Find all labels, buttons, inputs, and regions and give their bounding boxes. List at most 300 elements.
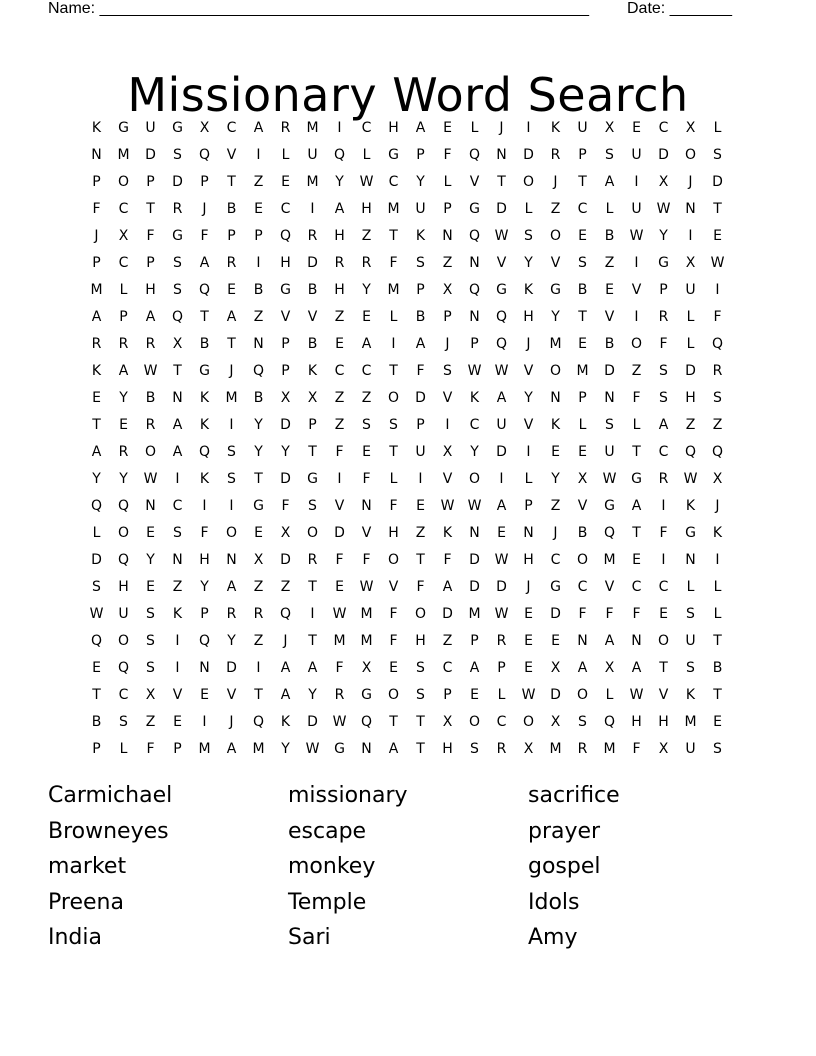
grid-letter: W xyxy=(359,173,374,190)
grid-letter: A xyxy=(199,254,210,271)
grid-letter: O xyxy=(387,389,400,406)
grid-letter: L xyxy=(119,740,128,757)
grid-letter: E xyxy=(578,335,587,352)
grid-letter: I xyxy=(229,497,234,514)
grid-letter: J xyxy=(445,335,450,352)
grid-letter: T xyxy=(308,578,317,595)
grid-letter: D xyxy=(145,146,156,163)
grid-letter: G xyxy=(199,362,210,379)
grid-letter: P xyxy=(659,281,668,298)
grid-letter: M xyxy=(387,200,400,217)
word-list-item: Amy xyxy=(528,925,578,951)
grid-letter: X xyxy=(442,443,453,460)
grid-letter: K xyxy=(550,416,561,433)
grid-letter: M xyxy=(576,362,589,379)
grid-letter: E xyxy=(470,686,479,703)
grid-letter: F xyxy=(632,740,641,757)
grid-letter: E xyxy=(92,659,101,676)
grid-letter: B xyxy=(199,335,210,352)
word-list-item: Browneyes xyxy=(48,818,169,844)
grid-letter: F xyxy=(389,605,398,622)
grid-letter: R xyxy=(496,740,507,757)
grid-letter: I xyxy=(634,308,639,325)
grid-letter: F xyxy=(416,362,425,379)
grid-letter: G xyxy=(604,497,615,514)
grid-letter: E xyxy=(632,551,641,568)
grid-letter: Q xyxy=(171,308,184,325)
grid-letter: C xyxy=(658,578,669,595)
grid-letter: Y xyxy=(200,578,209,595)
grid-letter: M xyxy=(549,740,562,757)
grid-letter: A xyxy=(226,740,237,757)
grid-letter: Y xyxy=(551,308,560,325)
grid-letter: P xyxy=(146,173,155,190)
grid-letter: A xyxy=(172,416,183,433)
grid-letter: C xyxy=(496,713,507,730)
grid-letter: D xyxy=(91,551,102,568)
grid-letter: C xyxy=(280,200,291,217)
grid-letter: X xyxy=(550,659,561,676)
grid-letter: H xyxy=(118,578,129,595)
grid-letter: D xyxy=(172,173,183,190)
grid-letter: Y xyxy=(227,632,236,649)
grid-letter: K xyxy=(523,281,534,298)
grid-letter: O xyxy=(549,227,562,244)
word-list-item: Carmichael xyxy=(48,783,173,808)
grid-letter: E xyxy=(524,605,533,622)
name-date-header xyxy=(48,0,748,20)
grid-letter: E xyxy=(200,686,209,703)
grid-letter: X xyxy=(253,551,264,568)
grid-letter: E xyxy=(281,173,290,190)
grid-letter: E xyxy=(659,605,668,622)
grid-letter: Y xyxy=(119,470,128,487)
grid-letter: E xyxy=(578,443,587,460)
grid-letter: O xyxy=(117,173,130,190)
grid-letter: N xyxy=(172,551,183,568)
grid-letter: J xyxy=(526,335,531,352)
grid-letter: P xyxy=(173,740,182,757)
grid-letter: V xyxy=(631,281,642,298)
grid-letter: P xyxy=(578,146,587,163)
grid-letter: D xyxy=(658,146,669,163)
grid-letter: H xyxy=(145,281,156,298)
grid-letter: K xyxy=(415,227,426,244)
grid-letter: V xyxy=(442,470,453,487)
grid-letter: F xyxy=(200,227,209,244)
grid-letter: Z xyxy=(550,200,561,217)
grid-letter: A xyxy=(253,119,264,136)
word-list-item: escape xyxy=(288,818,367,844)
grid-letter: M xyxy=(387,281,400,298)
grid-letter: S xyxy=(146,632,155,649)
grid-letter: Y xyxy=(551,470,560,487)
grid-letter: A xyxy=(388,740,399,757)
grid-letter: M xyxy=(603,740,616,757)
grid-letter: M xyxy=(360,632,373,649)
grid-letter: W xyxy=(467,362,482,379)
grid-letter: K xyxy=(199,389,210,406)
grid-letter: K xyxy=(469,389,480,406)
grid-letter: N xyxy=(469,254,480,271)
grid-letter: U xyxy=(415,200,426,217)
grid-letter: X xyxy=(280,524,291,541)
grid-letter: U xyxy=(685,632,696,649)
grid-letter: L xyxy=(497,686,506,703)
grid-letter: E xyxy=(389,659,398,676)
grid-letter: T xyxy=(389,227,398,244)
grid-letter: V xyxy=(442,389,453,406)
grid-letter: T xyxy=(308,443,317,460)
grid-letter: O xyxy=(630,335,643,352)
grid-letter: W xyxy=(629,686,644,703)
grid-letter: W xyxy=(494,551,509,568)
grid-letter: J xyxy=(202,200,207,217)
grid-letter: A xyxy=(442,578,453,595)
grid-letter: V xyxy=(388,578,399,595)
grid-letter: L xyxy=(524,470,533,487)
grid-letter: R xyxy=(118,335,129,352)
grid-letter: A xyxy=(91,308,102,325)
grid-letter: J xyxy=(553,173,558,190)
grid-letter: Q xyxy=(684,443,697,460)
grid-letter: X xyxy=(118,227,129,244)
grid-letter: S xyxy=(416,686,425,703)
grid-letter: D xyxy=(685,362,696,379)
grid-letter: X xyxy=(604,659,615,676)
grid-letter: S xyxy=(470,740,479,757)
grid-letter: R xyxy=(658,470,669,487)
grid-letter: K xyxy=(91,362,102,379)
grid-letter: B xyxy=(253,281,264,298)
grid-letter: X xyxy=(172,335,183,352)
grid-letter: X xyxy=(280,389,291,406)
grid-letter: H xyxy=(388,119,399,136)
grid-letter: P xyxy=(497,659,506,676)
grid-letter: D xyxy=(226,659,237,676)
grid-letter: A xyxy=(118,362,129,379)
grid-letter: P xyxy=(146,254,155,271)
grid-letter: T xyxy=(227,173,236,190)
grid-letter: X xyxy=(604,119,615,136)
grid-letter: P xyxy=(92,254,101,271)
grid-letter: O xyxy=(117,524,130,541)
grid-letter: C xyxy=(361,362,372,379)
grid-letter: W xyxy=(305,740,320,757)
grid-letter: H xyxy=(442,740,453,757)
grid-letter: Y xyxy=(470,443,479,460)
grid-letter: D xyxy=(604,362,615,379)
grid-letter: R xyxy=(712,362,723,379)
grid-letter: Q xyxy=(333,146,346,163)
grid-letter: T xyxy=(578,173,587,190)
grid-letter: S xyxy=(146,605,155,622)
grid-letter: E xyxy=(362,443,371,460)
grid-letter: S xyxy=(524,227,533,244)
grid-letter: L xyxy=(119,281,128,298)
grid-letter: L xyxy=(362,146,371,163)
grid-letter: A xyxy=(91,443,102,460)
grid-letter: B xyxy=(415,308,426,325)
grid-letter: O xyxy=(522,173,535,190)
grid-letter: R xyxy=(334,254,345,271)
grid-letter: L xyxy=(686,578,695,595)
grid-letter: M xyxy=(306,119,319,136)
grid-letter: P xyxy=(443,308,452,325)
grid-letter: I xyxy=(661,551,666,568)
grid-letter: N xyxy=(685,551,696,568)
grid-letter: Z xyxy=(145,713,156,730)
grid-letter: E xyxy=(173,713,182,730)
grid-letter: O xyxy=(468,470,481,487)
grid-letter: Y xyxy=(119,389,128,406)
page-title: Missionary Word Search xyxy=(127,67,689,122)
grid-letter: M xyxy=(306,173,319,190)
grid-letter: A xyxy=(280,686,291,703)
grid-letter: F xyxy=(146,740,155,757)
grid-letter: S xyxy=(362,416,371,433)
grid-letter: L xyxy=(713,605,722,622)
grid-letter: S xyxy=(173,254,182,271)
grid-letter: O xyxy=(549,362,562,379)
word-list-item: missionary xyxy=(288,783,408,808)
grid-letter: Z xyxy=(334,416,345,433)
grid-letter: V xyxy=(226,146,237,163)
grid-letter: T xyxy=(497,173,506,190)
grid-letter: O xyxy=(576,686,589,703)
grid-letter: T xyxy=(173,362,182,379)
grid-letter: D xyxy=(280,470,291,487)
grid-letter: M xyxy=(198,740,211,757)
grid-letter: W xyxy=(629,227,644,244)
grid-letter: P xyxy=(119,308,128,325)
grid-letter: W xyxy=(89,605,104,622)
grid-letter: W xyxy=(494,362,509,379)
grid-letter: I xyxy=(175,659,180,676)
grid-letter: T xyxy=(389,362,398,379)
grid-letter: W xyxy=(332,713,347,730)
grid-letter: U xyxy=(604,443,615,460)
grid-letter: I xyxy=(202,497,207,514)
grid-letter: D xyxy=(496,200,507,217)
grid-letter: C xyxy=(550,551,561,568)
letter-grid xyxy=(83,114,731,762)
grid-letter: O xyxy=(468,713,481,730)
grid-letter: E xyxy=(254,200,263,217)
grid-letter: A xyxy=(415,335,426,352)
grid-letter: D xyxy=(712,173,723,190)
grid-letter: L xyxy=(92,524,101,541)
grid-letter: T xyxy=(200,308,209,325)
grid-letter: X xyxy=(658,173,669,190)
grid-letter: A xyxy=(280,659,291,676)
grid-letter: Z xyxy=(361,389,372,406)
grid-letter: S xyxy=(713,740,722,757)
grid-letter: H xyxy=(415,632,426,649)
grid-letter: A xyxy=(496,389,507,406)
grid-letter: B xyxy=(577,281,588,298)
grid-letter: I xyxy=(526,119,531,136)
grid-letter: L xyxy=(389,308,398,325)
grid-letter: R xyxy=(307,227,318,244)
grid-letter: S xyxy=(389,416,398,433)
grid-letter: X xyxy=(361,659,372,676)
grid-letter: C xyxy=(118,200,129,217)
grid-letter: P xyxy=(416,146,425,163)
grid-letter: U xyxy=(118,605,129,622)
grid-letter: C xyxy=(388,173,399,190)
grid-letter: H xyxy=(523,551,534,568)
grid-letter: X xyxy=(307,389,318,406)
grid-letter: X xyxy=(658,740,669,757)
grid-letter: T xyxy=(632,524,641,541)
grid-letter: Q xyxy=(252,713,265,730)
grid-letter: P xyxy=(308,416,317,433)
grid-letter: G xyxy=(172,119,183,136)
grid-letter: J xyxy=(229,362,234,379)
grid-letter: P xyxy=(92,173,101,190)
grid-letter: H xyxy=(388,524,399,541)
grid-letter: O xyxy=(576,551,589,568)
grid-letter: F xyxy=(389,254,398,271)
grid-letter: E xyxy=(632,119,641,136)
grid-letter: Z xyxy=(253,632,264,649)
grid-letter: O xyxy=(225,524,238,541)
grid-letter: P xyxy=(416,281,425,298)
grid-letter: B xyxy=(604,335,615,352)
grid-letter: O xyxy=(306,524,319,541)
grid-letter: J xyxy=(499,119,504,136)
grid-letter: I xyxy=(445,416,450,433)
grid-letter: N xyxy=(145,497,156,514)
grid-letter: C xyxy=(469,416,480,433)
grid-letter: G xyxy=(550,281,561,298)
grid-letter: I xyxy=(499,470,504,487)
grid-letter: I xyxy=(337,470,342,487)
grid-letter: S xyxy=(416,254,425,271)
grid-letter: X xyxy=(712,470,723,487)
grid-letter: I xyxy=(715,281,720,298)
grid-letter: E xyxy=(254,524,263,541)
grid-letter: N xyxy=(523,524,534,541)
grid-letter: S xyxy=(578,713,587,730)
grid-letter: J xyxy=(553,524,558,541)
grid-letter: X xyxy=(442,281,453,298)
grid-letter: Q xyxy=(468,146,481,163)
grid-letter: M xyxy=(603,551,616,568)
grid-letter: X xyxy=(685,119,696,136)
grid-letter: W xyxy=(710,254,725,271)
grid-letter: Q xyxy=(711,335,724,352)
grid-letter: W xyxy=(467,497,482,514)
grid-letter: Q xyxy=(603,713,616,730)
grid-letter: G xyxy=(118,119,129,136)
grid-letter: V xyxy=(361,524,372,541)
grid-letter: L xyxy=(713,119,722,136)
grid-letter: R xyxy=(658,308,669,325)
grid-letter: A xyxy=(469,659,480,676)
grid-letter: Z xyxy=(334,389,345,406)
grid-letter: R xyxy=(307,551,318,568)
grid-letter: A xyxy=(604,632,615,649)
grid-letter: E xyxy=(551,443,560,460)
grid-letter: H xyxy=(334,227,345,244)
grid-letter: O xyxy=(522,713,535,730)
grid-letter: T xyxy=(713,686,722,703)
grid-letter: Y xyxy=(281,740,290,757)
grid-letter: S xyxy=(227,470,236,487)
grid-letter: Q xyxy=(468,281,481,298)
grid-letter: W xyxy=(332,605,347,622)
grid-letter: P xyxy=(200,605,209,622)
grid-letter: A xyxy=(145,308,156,325)
grid-letter: I xyxy=(310,605,315,622)
grid-letter: W xyxy=(602,470,617,487)
grid-letter: N xyxy=(172,389,183,406)
grid-letter: U xyxy=(685,740,696,757)
grid-letter: N xyxy=(685,200,696,217)
grid-letter: F xyxy=(389,632,398,649)
grid-letter: N xyxy=(226,551,237,568)
grid-letter: A xyxy=(496,497,507,514)
grid-letter: Z xyxy=(334,308,345,325)
grid-letter: D xyxy=(280,416,291,433)
grid-letter: Q xyxy=(360,713,373,730)
grid-letter: U xyxy=(415,443,426,460)
word-list-item: Idols xyxy=(528,889,580,915)
grid-letter: V xyxy=(496,254,507,271)
grid-letter: J xyxy=(94,227,99,244)
grid-letter: G xyxy=(388,146,399,163)
grid-letter: S xyxy=(443,362,452,379)
grid-letter: Y xyxy=(524,254,533,271)
grid-letter: O xyxy=(387,686,400,703)
grid-letter: G xyxy=(631,470,642,487)
grid-letter: A xyxy=(631,497,642,514)
grid-letter: E xyxy=(578,227,587,244)
grid-letter: E xyxy=(227,281,236,298)
grid-letter: U xyxy=(145,119,156,136)
grid-letter: I xyxy=(256,146,261,163)
grid-letter: D xyxy=(523,146,534,163)
grid-letter: S xyxy=(146,659,155,676)
grid-letter: P xyxy=(524,497,533,514)
grid-letter: C xyxy=(658,119,669,136)
grid-letter: A xyxy=(226,308,237,325)
grid-letter: L xyxy=(605,200,614,217)
grid-letter: I xyxy=(202,713,207,730)
grid-letter: V xyxy=(307,308,318,325)
grid-letter: F xyxy=(605,605,614,622)
grid-letter: V xyxy=(577,497,588,514)
grid-letter: Y xyxy=(281,443,290,460)
grid-letter: I xyxy=(229,416,234,433)
grid-letter: F xyxy=(659,524,668,541)
grid-letter: D xyxy=(550,605,561,622)
grid-letter: L xyxy=(686,335,695,352)
grid-letter: Z xyxy=(253,308,264,325)
grid-letter: S xyxy=(659,362,668,379)
grid-letter: S xyxy=(173,146,182,163)
grid-letter: W xyxy=(521,686,536,703)
grid-letter: I xyxy=(337,119,342,136)
grid-letter: I xyxy=(526,443,531,460)
grid-letter: G xyxy=(172,227,183,244)
grid-letter: Q xyxy=(90,497,103,514)
grid-letter: H xyxy=(631,713,642,730)
grid-letter: O xyxy=(414,605,427,622)
grid-letter: H xyxy=(334,281,345,298)
